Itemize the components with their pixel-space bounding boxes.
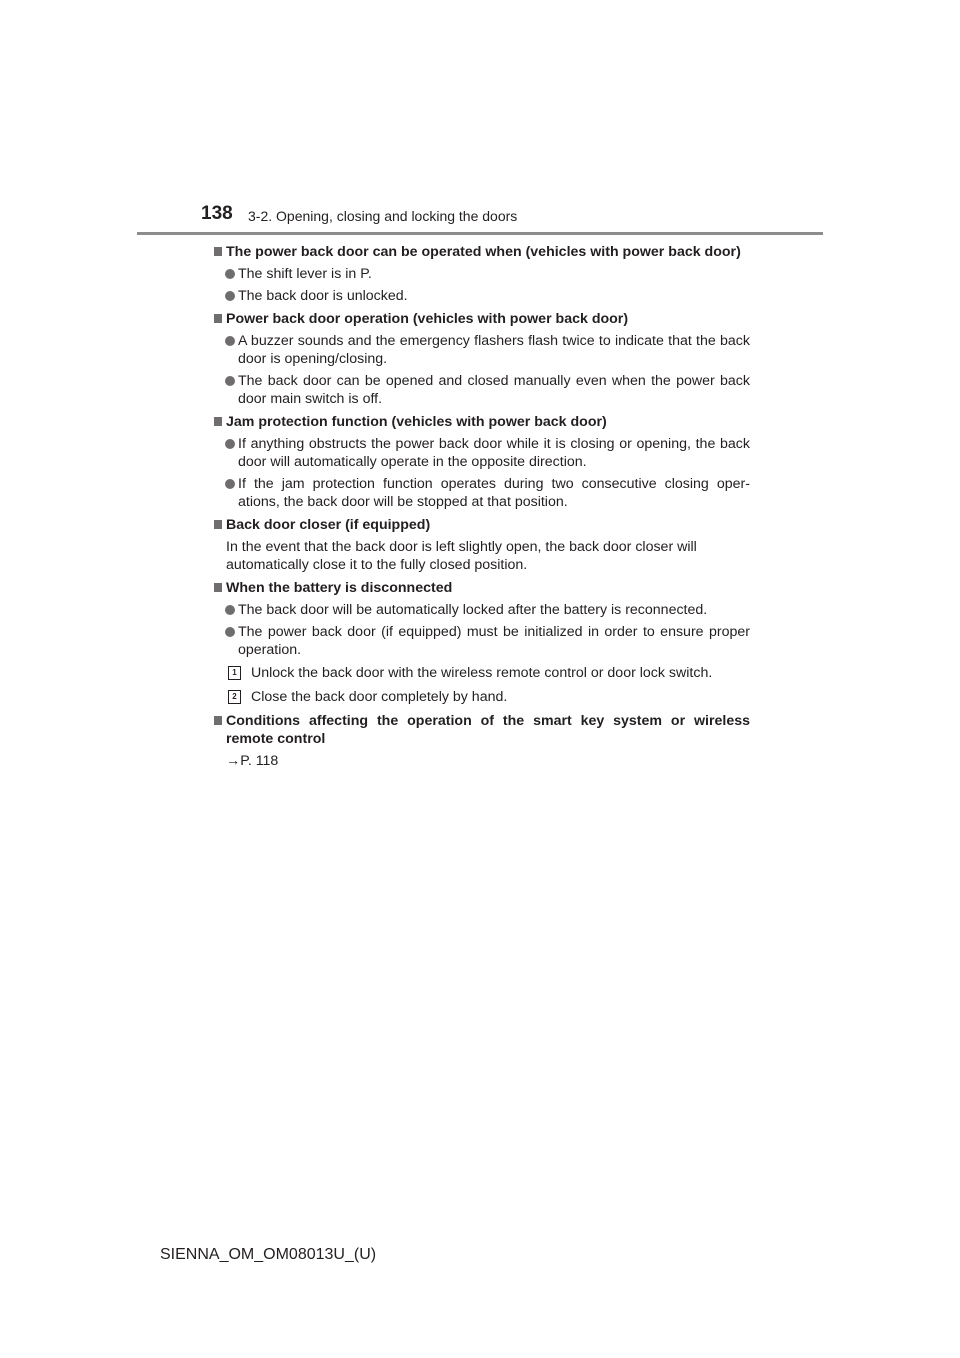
round-bullet-icon	[225, 439, 235, 449]
section-heading-text: Jam protection function (vehicles with power back door)	[226, 414, 607, 430]
section-heading-text: Power back door operation (vehicles with power back door)	[226, 311, 629, 327]
running-header: 3-2. Opening, closing and locking the doors	[248, 208, 518, 224]
square-bullet-icon	[214, 716, 222, 725]
section-heading	[214, 310, 750, 328]
round-bullet-icon	[225, 479, 235, 489]
section-heading	[214, 413, 750, 431]
section-heading	[214, 243, 750, 261]
section-heading	[214, 712, 750, 748]
section-heading-text: When the battery is disconnected	[226, 580, 453, 596]
square-bullet-icon	[214, 520, 222, 529]
step-number-badge: 2	[228, 690, 241, 704]
page-reference: →P. 118	[226, 753, 279, 769]
step-number-badge: 1	[228, 666, 241, 680]
list-item	[214, 287, 750, 305]
section-battery-disconnected	[214, 579, 750, 706]
section-heading-text: The power back door can be operated when (vehicles with power back door)	[226, 244, 741, 260]
section-jam-protection	[214, 413, 750, 511]
list-item-text: The power back door (if equipped) must be initialized in order to ensure proper operation.	[238, 624, 750, 658]
list-item	[214, 435, 750, 471]
square-bullet-icon	[214, 314, 222, 323]
page-content	[214, 243, 750, 775]
list-item-text: The back door will be automatically locked after the battery is reconnected.	[238, 602, 708, 618]
list-item-text: The shift lever is in P.	[238, 266, 372, 282]
list-item-text: If the jam protection function operates during two consecutive closing oper- ations, the back door will be stopped at that position.	[238, 476, 750, 510]
section-heading	[214, 579, 750, 597]
round-bullet-icon	[225, 336, 235, 346]
square-bullet-icon	[214, 583, 222, 592]
header-rule	[137, 232, 823, 235]
list-item-text: The back door can be opened and closed manually even when the power back door main switch is off.	[238, 373, 750, 407]
step-text: Unlock the back door with the wireless remote control or door lock switch.	[251, 665, 713, 681]
section-heading-text: Conditions affecting the operation of the smart key system or wireless remote control	[226, 713, 750, 747]
round-bullet-icon	[225, 269, 235, 279]
section-power-back-door-conditions	[214, 243, 750, 305]
round-bullet-icon	[225, 291, 235, 301]
list-item-text: A buzzer sounds and the emergency flashers flash twice to indicate that the back door is opening/closing.	[238, 333, 750, 367]
list-item	[214, 265, 750, 283]
section-back-door-closer	[214, 516, 750, 574]
list-item-text: If anything obstructs the power back door while it is closing or opening, the back door will automatically operate in the opposite direction.	[238, 436, 750, 470]
list-item	[214, 601, 750, 619]
section-smart-key-conditions	[214, 712, 750, 770]
list-item	[214, 475, 750, 511]
round-bullet-icon	[225, 376, 235, 386]
step-item	[214, 664, 750, 682]
step-item	[214, 688, 750, 706]
list-item	[214, 372, 750, 408]
round-bullet-icon	[225, 605, 235, 615]
section-paragraph: In the event that the back door is left slightly open, the back door closer will automatically close it to the fully closed position.	[226, 539, 697, 573]
square-bullet-icon	[214, 247, 222, 256]
page-number: 138	[201, 203, 233, 224]
section-power-back-door-operation	[214, 310, 750, 408]
square-bullet-icon	[214, 417, 222, 426]
document-code: SIENNA_OM_OM08013U_(U)	[160, 1246, 377, 1263]
list-item-text: The back door is unlocked.	[238, 288, 408, 304]
list-item	[214, 332, 750, 368]
step-text: Close the back door completely by hand.	[251, 689, 508, 705]
round-bullet-icon	[225, 627, 235, 637]
list-item	[214, 623, 750, 659]
section-heading-text: Back door closer (if equipped)	[226, 517, 431, 533]
section-heading	[214, 516, 750, 534]
